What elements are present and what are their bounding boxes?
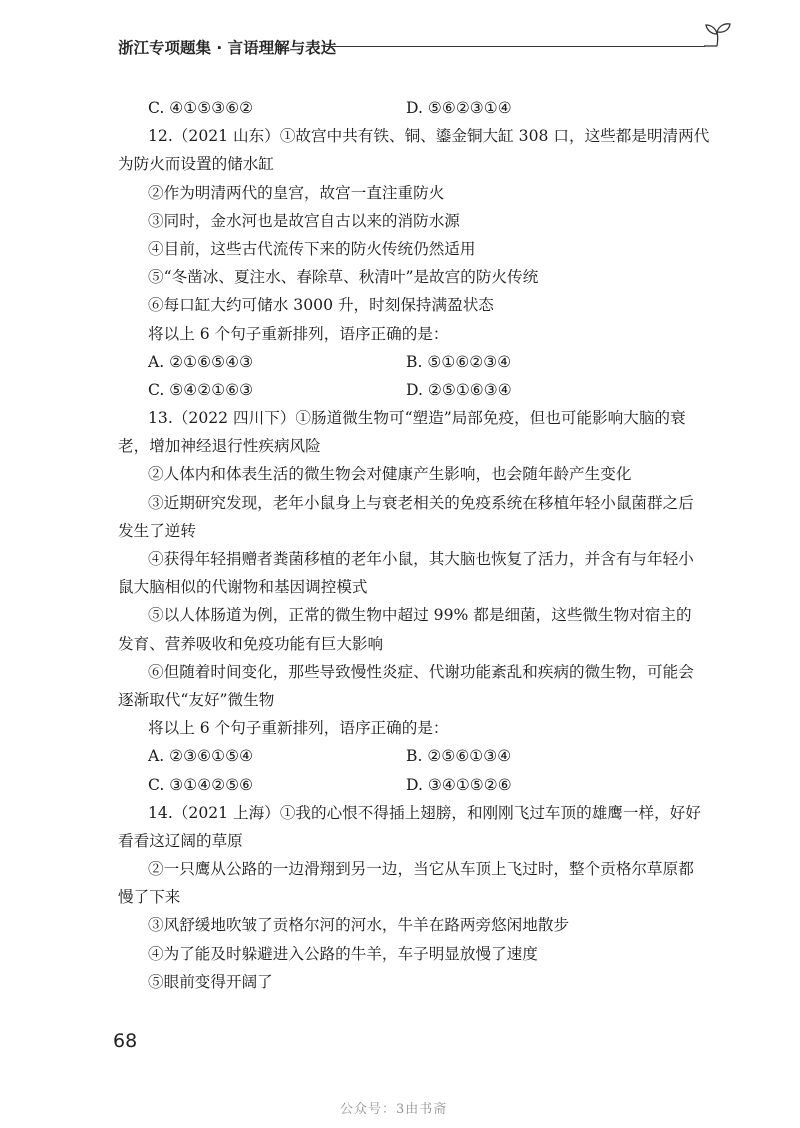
- sentence-2-line-1: ②一只鹰从公路的一边滑翔到另一边，当它从车顶上飞过时，整个贡格尔草原都: [148, 860, 694, 879]
- option-d: D. ⑤⑥②③①④: [406, 99, 512, 117]
- sentence-3-line-1: ③近期研究发现，老年小鼠身上与衰老相关的免疫系统在移植年轻小鼠菌群之后: [148, 493, 694, 512]
- watermark: 公众号：3由书斋: [340, 1102, 448, 1117]
- sentence-4: ④目前，这些古代流传下来的防火传统仍然适用: [148, 239, 476, 258]
- option-row: [118, 348, 718, 376]
- option-a: A. ②①⑥⑤④③: [148, 352, 254, 371]
- option-row: [118, 376, 718, 404]
- question-14-line-1: 14.（2021 上海）①我的心恨不得插上翅膀，和刚刚飞过车顶的雄鹰一样，好好: [148, 803, 701, 822]
- sentence-5-line-2: 发育、营养吸收和免疫功能有巨大影响: [118, 634, 384, 653]
- sentence-3: ③风舒缓地吹皱了贡格尔河的河水，牛羊在路两旁悠闲地散步: [148, 916, 570, 935]
- question-13-line-2: 老，增加神经退行性疾病风险: [118, 437, 321, 456]
- option-d: D. ②⑤①⑥③④: [406, 380, 512, 399]
- sprout-icon: [700, 20, 734, 50]
- question-prompt: 将以上 6 个句子重新排列，语序正确的是：: [148, 324, 449, 343]
- sentence-5: ⑤“冬凿冰、夏注水、春除草、秋清叶”是故宫的防火传统: [148, 268, 539, 287]
- sentence-6: ⑥每口缸大约可储水 3000 升，时刻保持满盈状态: [148, 296, 494, 315]
- question-12-line-1: 12.（2021 山东）①故宫中共有铁、铜、鎏金铜大缸 308 口，这些都是明清两代: [148, 127, 710, 146]
- sentence-4-line-2: 鼠大脑相似的代谢物和基因调控模式: [118, 578, 368, 597]
- option-a: A. ②③⑥①⑤④: [148, 747, 254, 766]
- option-b: B. ⑤①⑥②③④: [406, 352, 512, 371]
- page-header: [118, 34, 730, 60]
- sentence-4: ④为了能及时躲避进入公路的牛羊，车子明显放慢了速度: [148, 944, 538, 963]
- option-d: D. ③④①⑤②⑥: [406, 775, 512, 794]
- sentence-3: ③同时，金水河也是故宫自古以来的消防水源: [148, 211, 460, 230]
- page-body: [118, 94, 718, 996]
- page-number: 68: [113, 1030, 138, 1052]
- question-14-line-2: 看看这辽阔的草原: [118, 831, 243, 850]
- sentence-5-line-1: ⑤以人体肠道为例，正常的微生物中超过 99% 都是细菌，这些微生物对宿主的: [148, 606, 692, 625]
- header-title: 浙江专项题集 · 言语理解与表达: [118, 39, 337, 57]
- option-row: [118, 94, 718, 122]
- option-row: [118, 742, 718, 770]
- option-row: [118, 771, 718, 799]
- sentence-6-line-1: ⑥但随着时间变化，那些导致慢性炎症、代谢功能紊乱和疾病的微生物，可能会: [148, 662, 694, 681]
- question-prompt: 将以上 6 个句子重新排列，语序正确的是：: [148, 719, 449, 738]
- option-c: C. ⑤④②①⑥③: [148, 380, 254, 399]
- header-rule: [323, 46, 705, 47]
- question-12-line-2: 为防火而设置的储水缸: [118, 155, 274, 174]
- sentence-2-line-2: 慢了下来: [118, 888, 181, 907]
- option-b: B. ②⑤⑥①③④: [406, 747, 512, 766]
- sentence-6-line-2: 逐渐取代“友好”微生物: [118, 690, 275, 709]
- option-c: C. ③①④②⑤⑥: [148, 775, 254, 794]
- sentence-3-line-2: 发生了逆转: [118, 521, 196, 540]
- sentence-2: ②人体内和体表生活的微生物会对健康产生影响，也会随年龄产生变化: [148, 465, 632, 484]
- sentence-5: ⑤眼前变得开阔了: [148, 972, 273, 991]
- option-c: C. ④①⑤③⑥②: [148, 99, 254, 117]
- sentence-2: ②作为明清两代的皇宫，故宫一直注重防火: [148, 183, 445, 202]
- sentence-4-line-1: ④获得年轻捐赠者粪菌移植的老年小鼠，其大脑也恢复了活力，并含有与年轻小: [148, 550, 694, 568]
- question-13-line-1: 13.（2022 四川下）①肠道微生物可“塑造”局部免疫，但也可能影响大脑的衰: [148, 409, 686, 428]
